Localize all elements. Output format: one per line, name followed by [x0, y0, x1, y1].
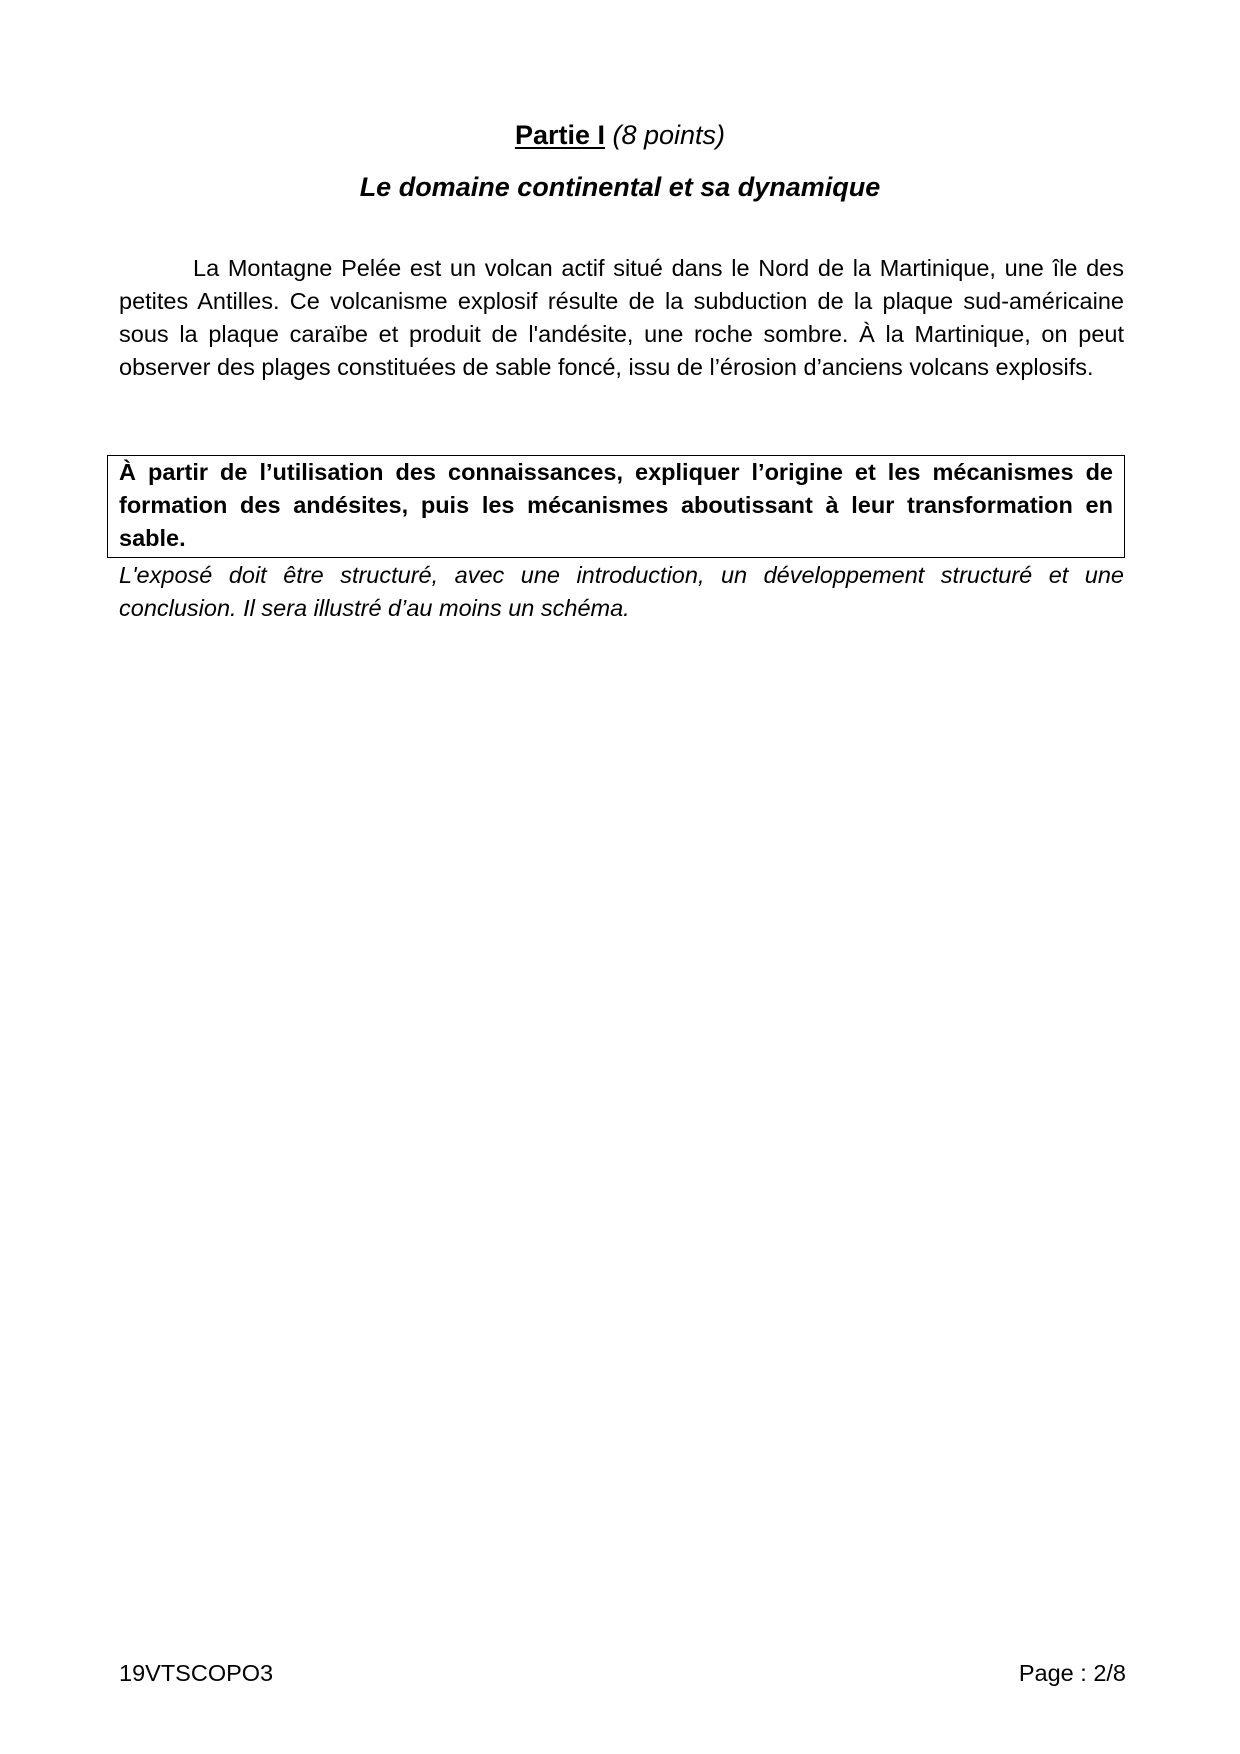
part-points: (8 points) — [612, 120, 726, 150]
task-statement: À partir de l’utilisation des connaissances, expliquer l’origine et les mécanismes de formation des andésites, puis les mécanismes aboutissant à leur transformation en sable. — [119, 459, 1113, 551]
part-label: Partie I — [514, 120, 605, 150]
part-heading — [0, 118, 1240, 152]
footer-page-number: Page : 2/8 — [1018, 1660, 1126, 1686]
task-box — [107, 455, 1125, 558]
footer-code: 19VTSCOPO3 — [119, 1660, 274, 1686]
instruction-text: L'exposé doit être structuré, avec une introduction, un développement structuré et une conclusion. Il sera illustré d’au moins un schéma. — [119, 562, 1124, 621]
section-title: Le domaine continental et sa dynamique — [359, 172, 881, 202]
intro-paragraph: La Montagne Pelée est un volcan actif situé dans le Nord de la Martinique, une île des petites Antilles. Ce volcanisme explosif résulte de la subduction de la plaque sud-américaine sous la plaque caraïbe et produit de l'andésite, une roche sombre. À la Martinique, on peut observer des plages constituées de sable foncé, issu de l’érosion d’anciens volcans explosifs. — [119, 255, 1124, 380]
